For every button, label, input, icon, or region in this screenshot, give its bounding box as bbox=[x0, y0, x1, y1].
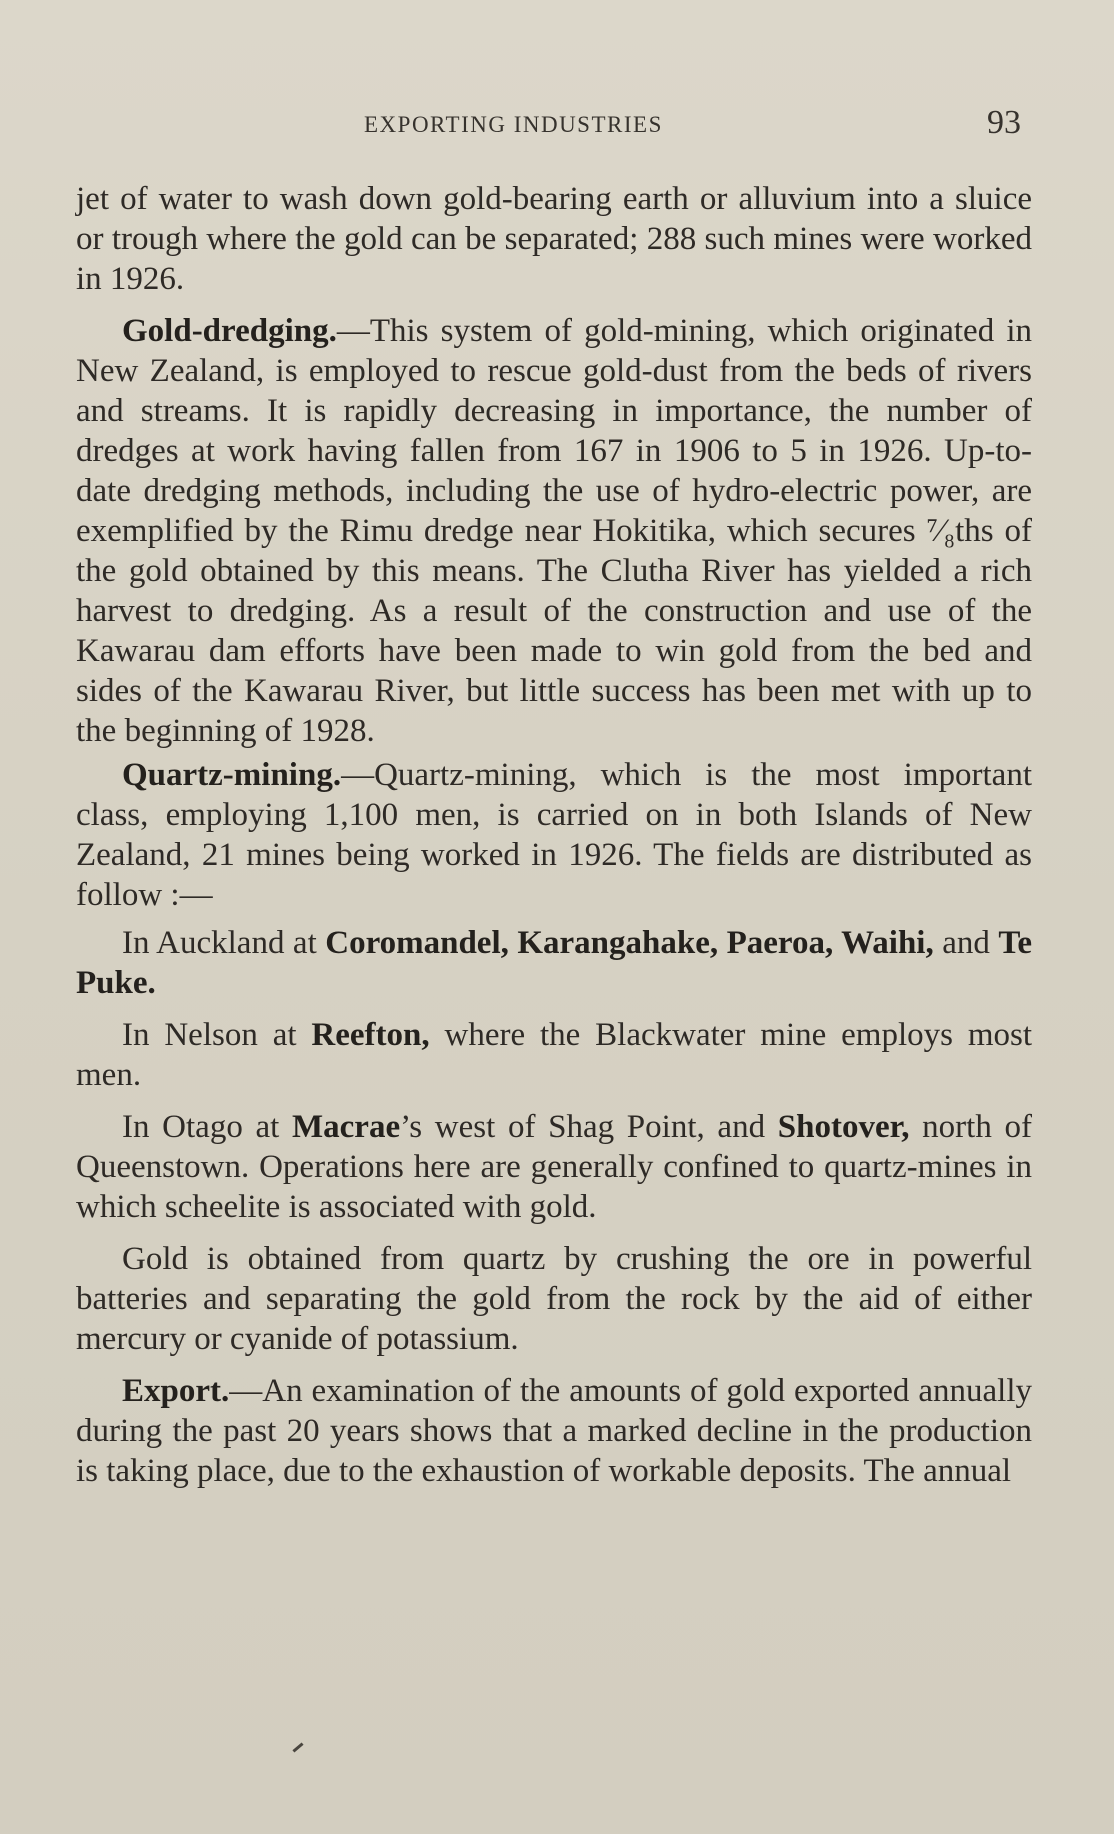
paragraph-text: jet of water to wash down gold-bearing earth or alluvium into a sluice or trough where the gold can be separated; 288 such mines were worked in 1926. bbox=[76, 181, 1032, 297]
paragraph-continuation bbox=[76, 179, 1032, 299]
paragraph-otago bbox=[76, 1107, 1032, 1227]
paragraph-text: In Nelson at bbox=[122, 1017, 312, 1053]
pencil-mark bbox=[292, 1742, 303, 1752]
place-name-te-puke: Te Puke. bbox=[76, 925, 1032, 1001]
paragraph-text: In Otago at bbox=[122, 1109, 292, 1145]
paragraph-text: where the Blackwater mine employs most men. bbox=[76, 1017, 1032, 1093]
running-title: EXPORTING INDUSTRIES bbox=[364, 112, 663, 137]
paragraph-text: In Auckland at bbox=[122, 925, 326, 961]
body-text bbox=[76, 179, 1032, 1491]
paragraph-gold-dredging bbox=[76, 311, 1032, 751]
paragraph-text: and bbox=[933, 925, 999, 961]
section-heading-export: Export. bbox=[122, 1373, 230, 1409]
paragraph-quartz-processing bbox=[76, 1239, 1032, 1359]
section-heading-quartz-mining: Quartz-mining. bbox=[122, 757, 342, 793]
page-number: 93 bbox=[987, 104, 1021, 141]
place-name-shotover: Shotover, bbox=[777, 1109, 910, 1145]
place-names-auckland: Coromandel, Karangahake, Paeroa, Waihi, bbox=[325, 925, 934, 961]
running-head bbox=[0, 104, 1114, 144]
paragraph-text: —This system of gold-mining, which originated in New Zealand, is employed to rescue gold-dust from the beds of rivers and streams. It is rapidly decreasing in importance, the number of dredges at work having fallen from 167 in 1906 to 5 in 1926. Up-to-date dredging methods, including the use of hydro-electric power, are exemplified by the Rimu dredge near Hokitika, which secures ⁷⁄₈ths of the gold obtained by this means. The Clutha River has yielded a rich harvest to dredging. As a result of the construction and use of the Kawarau dam efforts have been made to win gold from the bed and sides of the Kawarau River, but little success has been met with up to the beginning of 1928. bbox=[76, 313, 1032, 749]
paragraph-export bbox=[76, 1371, 1032, 1491]
place-name-macrae: Macrae bbox=[292, 1109, 401, 1145]
paragraph-text: —Quartz-mining, which is the most important class, employing 1,100 men, is carried on in both Islands of New Zealand, 21 mines being worked in 1926. The fields are distributed as follow :— bbox=[76, 757, 1032, 913]
section-heading-gold-dredging: Gold-dredging. bbox=[122, 313, 337, 349]
paragraph-quartz-mining bbox=[76, 755, 1032, 915]
place-name-reefton: Reefton, bbox=[311, 1017, 430, 1053]
paragraph-text: north of Queenstown. Operations here are generally confined to quartz-mines in which scheelite is associated with gold. bbox=[76, 1109, 1032, 1225]
paragraph-nelson bbox=[76, 1015, 1032, 1095]
paragraph-text: —An examination of the amounts of gold exported annually during the past 20 years shows that a marked decline in the production is taking place, due to the exhaustion of workable deposits. The annual bbox=[76, 1373, 1032, 1489]
paragraph-auckland bbox=[76, 923, 1032, 1003]
paragraph-text: ’s west of Shag Point, and bbox=[400, 1109, 778, 1145]
paragraph-text: Gold is obtained from quartz by crushing the ore in powerful batteries and separating the gold from the rock by the aid of either mercury or cyanide of potassium. bbox=[76, 1241, 1032, 1357]
